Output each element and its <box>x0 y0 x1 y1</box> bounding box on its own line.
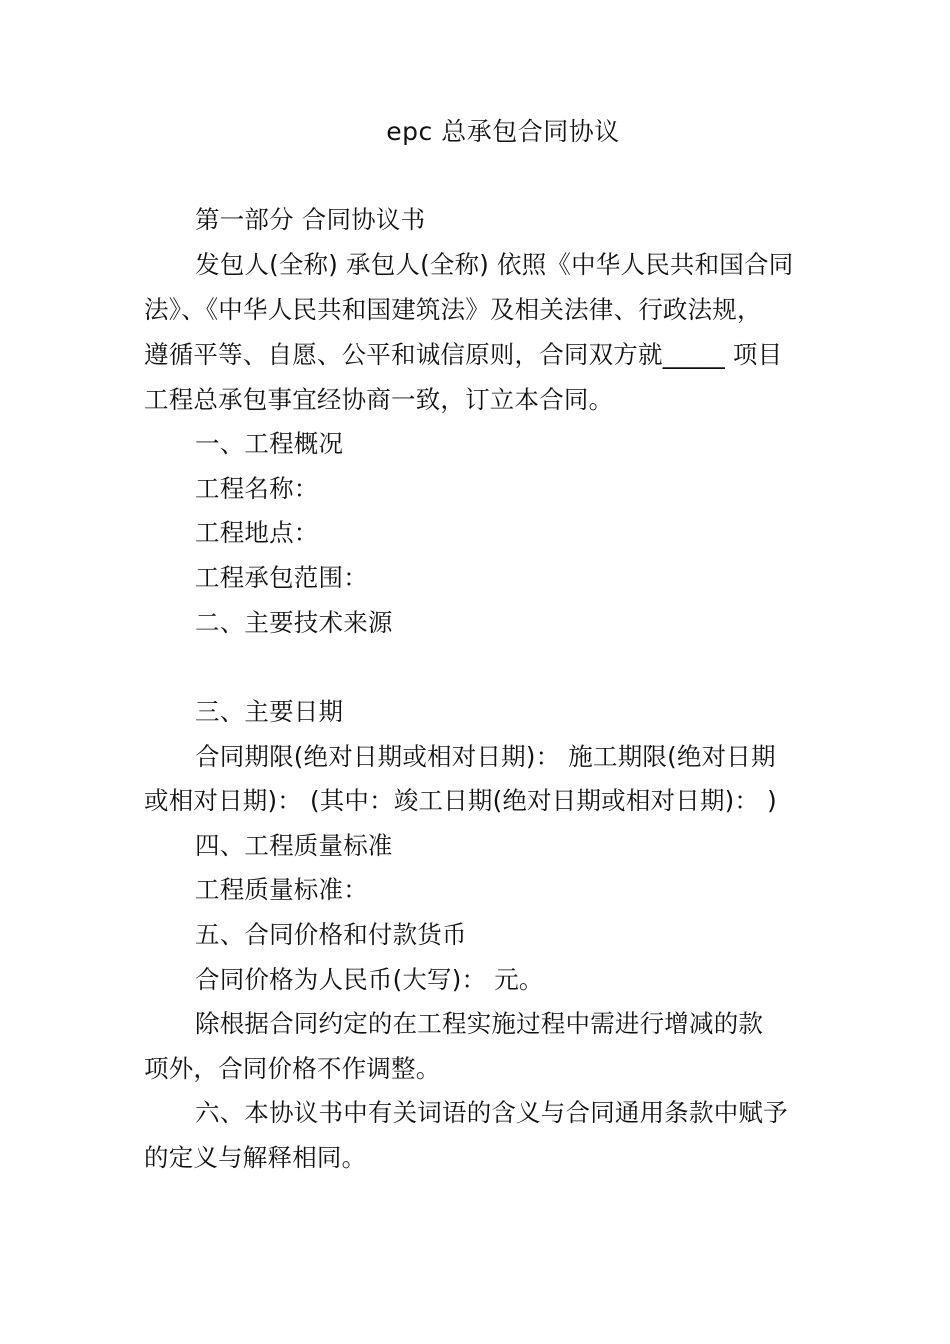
section-6-line-1: 六、本协议书中有关词语的含义与合同通用条款中赋予 <box>195 1098 788 1127</box>
section-4-heading: 四、工程质量标准 <box>195 831 393 860</box>
project-location-label: 工程地点： <box>195 518 319 547</box>
intro-line-4: 工程总承包事宜经协商一致，订立本合同。 <box>144 385 614 414</box>
intro-line-3: 遵循平等、自愿、公平和诚信原则，合同双方就_____ 项目 <box>144 340 783 369</box>
project-name-label: 工程名称： <box>195 474 319 503</box>
document-title: epc 总承包合同协议 <box>386 117 620 146</box>
dates-line-2: 或相对日期)： (其中：竣工日期(绝对日期或相对日期)： ) <box>144 786 777 815</box>
section-2-heading: 二、主要技术来源 <box>195 608 393 637</box>
price-adjust-line-1: 除根据合同约定的在工程实施过程中需进行增减的款 <box>195 1009 764 1038</box>
part-heading: 第一部分 合同协议书 <box>195 205 426 234</box>
section-5-heading: 五、合同价格和付款货币 <box>195 920 467 949</box>
quality-standard-label: 工程质量标准： <box>195 875 368 904</box>
dates-line-1: 合同期限(绝对日期或相对日期)： 施工期限(绝对日期 <box>195 742 776 771</box>
contract-price-line: 合同价格为人民币(大写)： 元。 <box>195 965 544 994</box>
intro-line-2: 法》、《中华人民共和国建筑法》及相关法律、行政法规， <box>144 295 762 324</box>
price-adjust-line-2: 项外，合同价格不作调整。 <box>144 1054 441 1083</box>
project-scope-label: 工程承包范围： <box>195 563 368 592</box>
section-1-heading: 一、工程概况 <box>195 429 344 458</box>
intro-line-1: 发包人(全称) 承包人(全称) 依照《中华人民共和国合同 <box>195 250 794 279</box>
section-3-heading: 三、主要日期 <box>195 697 344 726</box>
section-6-line-2: 的定义与解释相同。 <box>144 1143 367 1172</box>
